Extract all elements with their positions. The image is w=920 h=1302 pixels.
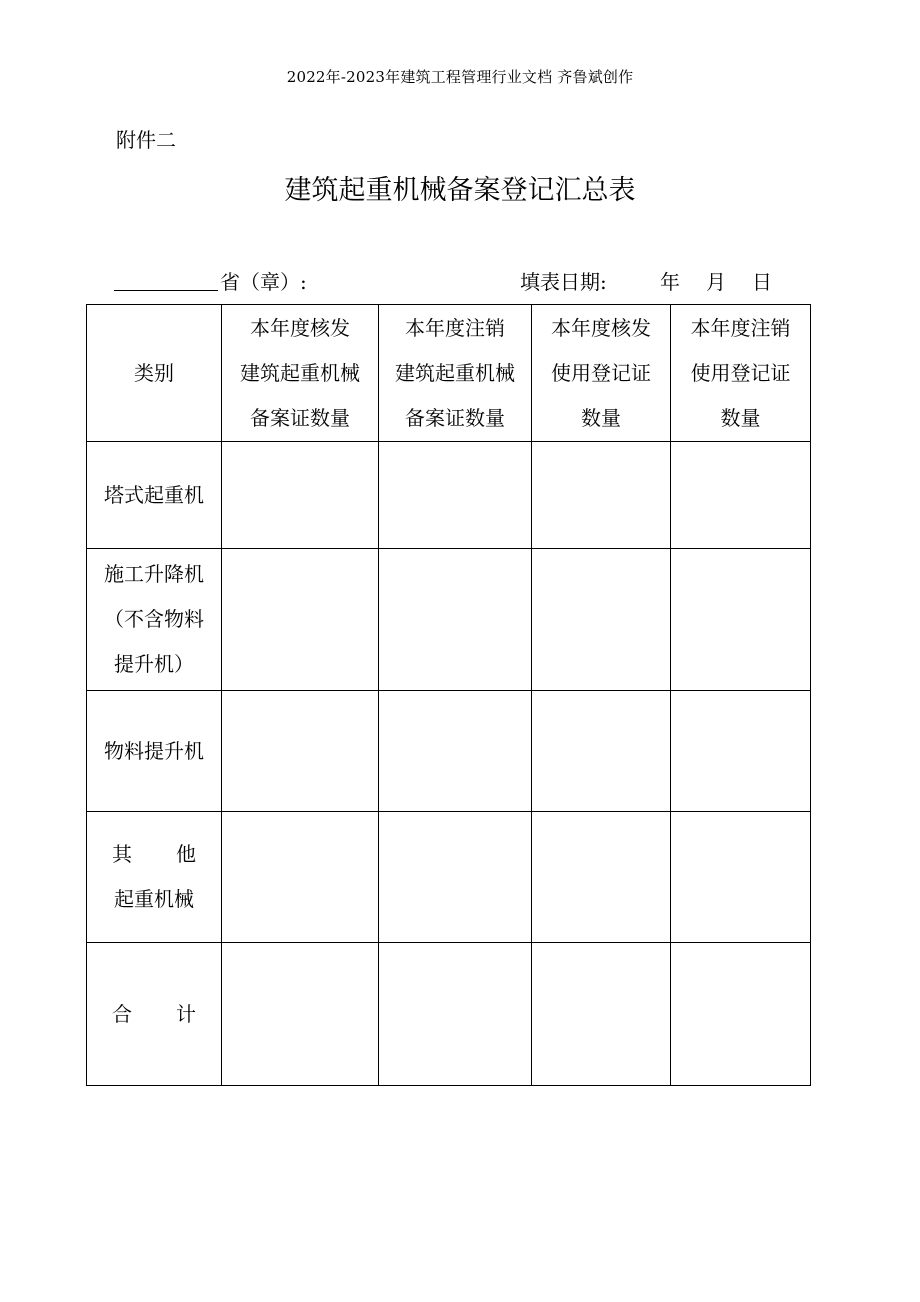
row-category-construction-hoist: [87, 549, 222, 691]
table-cell[interactable]: [532, 549, 671, 691]
table-cell[interactable]: [379, 812, 532, 943]
row-category-material-hoist: [87, 691, 222, 812]
date-day-label: 日: [752, 270, 772, 294]
table-row: [87, 549, 811, 691]
province-blank-line: [114, 264, 218, 291]
document-header-line: 2022年-2023年建筑工程管理行业文档 齐鲁斌创作: [286, 68, 634, 86]
row-category-line: （不含物料: [104, 607, 204, 631]
table-cell[interactable]: [671, 691, 811, 812]
table-cell[interactable]: [532, 943, 671, 1086]
summary-table: [86, 304, 811, 1086]
row-category-tower-crane: [87, 442, 222, 549]
attachment-label: 附件二: [116, 128, 176, 152]
table-cell[interactable]: [222, 549, 379, 691]
header-col1-line: 本年度核发: [250, 315, 350, 340]
row-category-line: 合: [112, 1001, 132, 1026]
header-col1-line: 备案证数量: [250, 405, 350, 430]
row-category-line-group: [87, 832, 221, 877]
header-col3: [532, 305, 671, 442]
row-category-line: 起重机械: [114, 887, 194, 911]
province-label: 省（章）:: [220, 270, 307, 294]
header-col2: [379, 305, 532, 442]
table-cell[interactable]: [532, 442, 671, 549]
table-row: [87, 812, 811, 943]
header-col4: [671, 305, 811, 442]
table-cell[interactable]: [222, 442, 379, 549]
header-col1-line: 建筑起重机械: [240, 360, 360, 385]
table-row: [87, 943, 811, 1086]
header-col4-line: 数量: [720, 405, 761, 430]
table-cell[interactable]: [379, 943, 532, 1086]
table-cell[interactable]: [532, 691, 671, 812]
table-cell[interactable]: [222, 943, 379, 1086]
header-col2-line: 建筑起重机械: [395, 360, 515, 385]
form-meta-row: [114, 264, 814, 294]
date-year-label: 年: [660, 270, 680, 294]
table-cell[interactable]: [671, 442, 811, 549]
header-col4-line: 本年度注销: [690, 315, 791, 340]
header-col2-line: 备案证数量: [405, 405, 505, 430]
table-row: [87, 691, 811, 812]
row-category-line: 提升机）: [114, 652, 194, 676]
row-category-line: 他: [176, 842, 196, 866]
header-col4-line: 使用登记证: [690, 360, 791, 385]
header-col3-line: 本年度核发: [551, 315, 651, 340]
date-label: 填表日期:: [520, 270, 607, 294]
table-cell[interactable]: [671, 812, 811, 943]
header-col3-line: 使用登记证: [551, 360, 651, 385]
header-col2-line: 本年度注销: [405, 315, 505, 340]
table-cell[interactable]: [379, 442, 532, 549]
row-category-other-machinery: [87, 812, 222, 943]
table-header-row: [87, 305, 811, 442]
row-category-total: [87, 943, 222, 1086]
table-row: [87, 442, 811, 549]
date-month-label: 月: [706, 270, 726, 294]
table-cell[interactable]: [379, 691, 532, 812]
row-category-line: 计: [176, 1001, 196, 1026]
page-title: 建筑起重机械备案登记汇总表: [284, 175, 636, 206]
table-cell[interactable]: [671, 943, 811, 1086]
row-category-line: 物料提升机: [104, 738, 204, 763]
header-col1: [222, 305, 379, 442]
header-col3-line: 数量: [581, 405, 621, 430]
row-category-line: 其: [112, 842, 132, 866]
table-cell[interactable]: [532, 812, 671, 943]
table-cell[interactable]: [671, 549, 811, 691]
table-cell[interactable]: [222, 812, 379, 943]
header-category: 类别: [87, 305, 222, 442]
table-cell[interactable]: [379, 549, 532, 691]
row-category-line: 塔式起重机: [104, 482, 204, 507]
table-cell[interactable]: [222, 691, 379, 812]
row-category-line: 施工升降机: [104, 562, 204, 586]
